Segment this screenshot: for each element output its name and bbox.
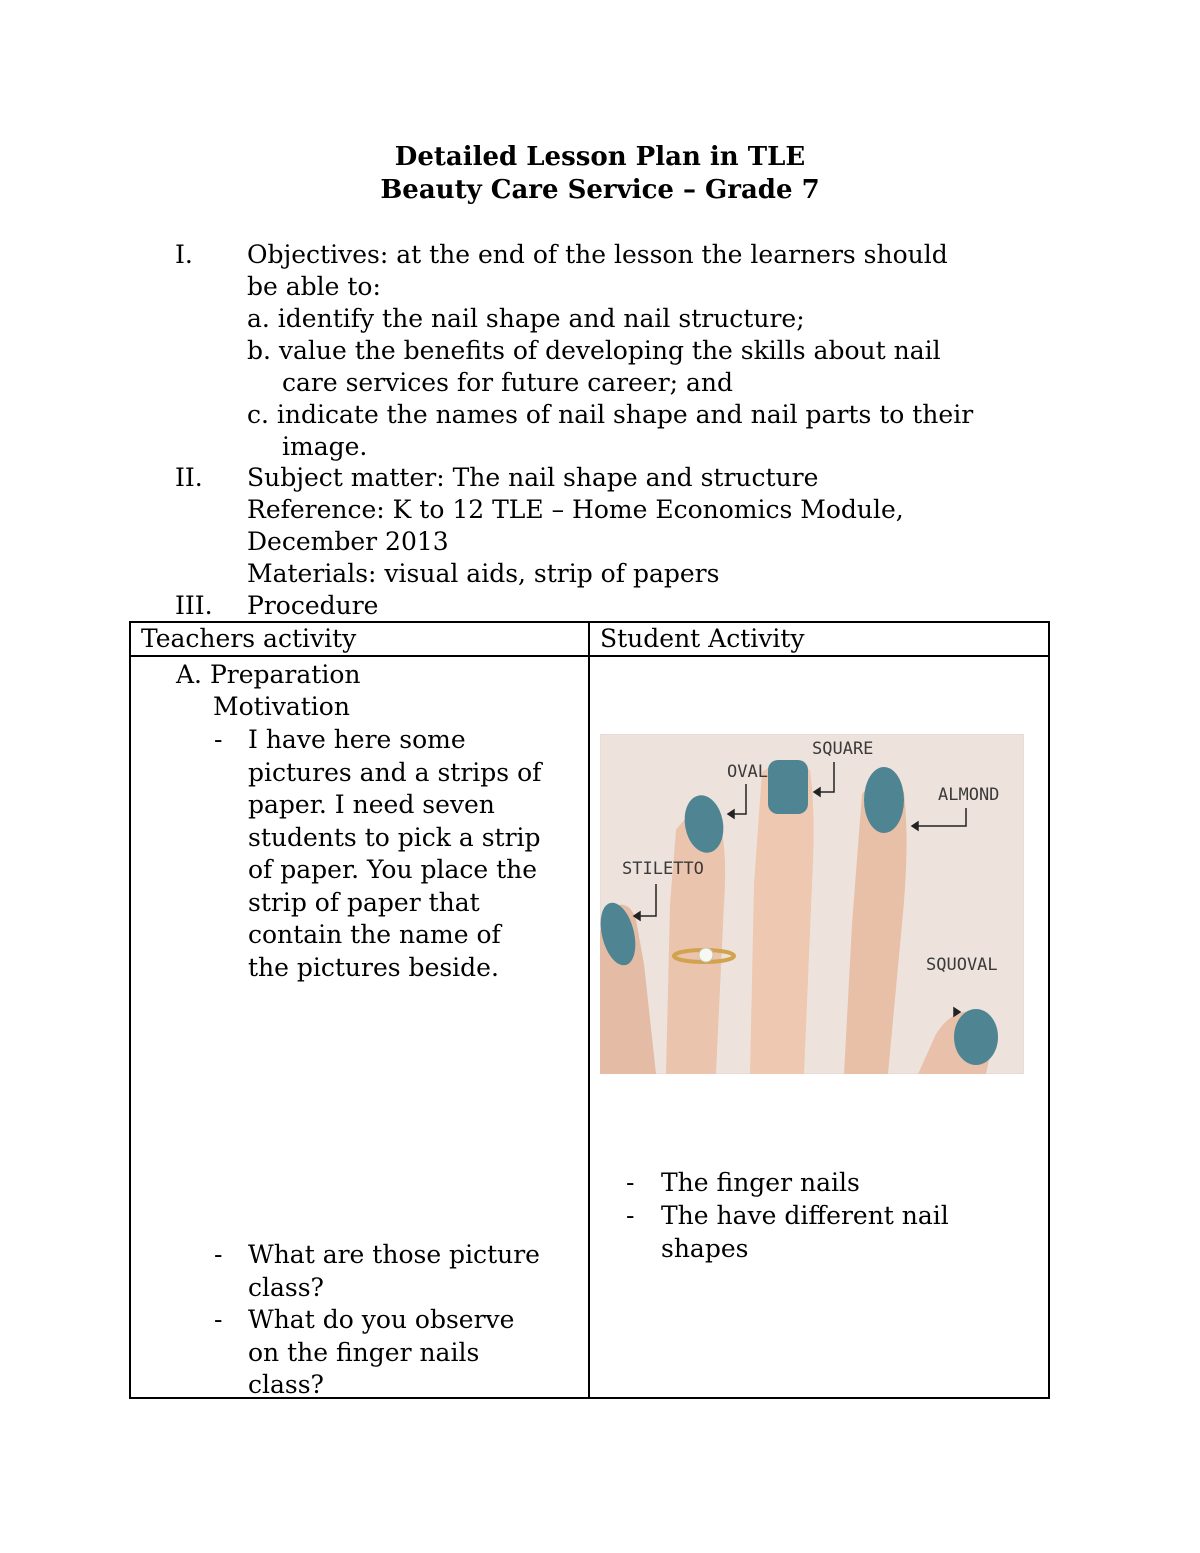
- square-nail: [768, 760, 808, 814]
- header-teachers-activity: Teachers activity: [130, 622, 589, 656]
- objectives-intro-line2: be able to:: [247, 272, 381, 301]
- motivation-line: the pictures beside.: [248, 952, 499, 982]
- answer-finger-nails: The finger nails: [661, 1168, 860, 1197]
- question-line: class?: [248, 1370, 324, 1399]
- nail-shapes-photo: [600, 734, 1024, 1074]
- ring-gem: [699, 948, 713, 962]
- question-line: on the finger nails: [248, 1337, 480, 1367]
- motivation-line: students to pick a strip: [248, 822, 541, 852]
- question-line: What are those picture: [248, 1240, 540, 1269]
- bullet-dash: -: [214, 1240, 223, 1269]
- section-preparation: A. Preparation: [176, 660, 361, 689]
- answer-different-shapes-line2: shapes: [661, 1234, 749, 1263]
- procedure-label: Procedure: [247, 591, 379, 620]
- label-stiletto: STILETTO: [622, 859, 704, 879]
- teacher-activity-cell: [130, 656, 589, 1398]
- materials: Materials: visual aids, strip of papers: [247, 559, 720, 588]
- label-oval: OVAL: [727, 762, 768, 782]
- header-student-activity: Student Activity: [589, 622, 1049, 656]
- objective-a: a. identify the nail shape and nail structure;: [247, 304, 805, 333]
- subject-numeral: II.: [175, 463, 203, 492]
- answer-different-shapes-line1: The have different nail: [661, 1201, 949, 1230]
- page-title: Detailed Lesson Plan in TLE: [394, 142, 806, 172]
- question-line: class?: [248, 1272, 324, 1302]
- motivation-line: strip of paper that: [248, 887, 480, 917]
- label-almond: ALMOND: [938, 785, 1000, 805]
- bullet-dash: -: [214, 1305, 223, 1334]
- label-square: SQUARE: [812, 739, 874, 759]
- objective-b-line2: care services for future career; and: [282, 368, 734, 397]
- objective-c-line1: c. indicate the names of nail shape and nail parts to their: [247, 400, 974, 429]
- student-activity-cell: [589, 656, 1049, 1398]
- squoval-nail: [954, 1009, 998, 1065]
- page-subtitle: Beauty Care Service – Grade 7: [380, 175, 820, 205]
- table-row: [130, 656, 1049, 1398]
- procedure-table: [129, 621, 1050, 1399]
- subsection-motivation: Motivation: [213, 692, 350, 721]
- almond-nail: [864, 767, 904, 833]
- middle-finger: [666, 812, 725, 1074]
- objective-c-line2: image.: [282, 432, 368, 461]
- reference-line2: December 2013: [247, 527, 449, 556]
- reference-line1: Reference: K to 12 TLE – Home Economics Module,: [247, 495, 904, 524]
- motivation-line: contain the name of: [248, 920, 501, 949]
- bullet-dash: -: [626, 1201, 635, 1230]
- motivation-line: of paper. You place the: [248, 855, 538, 884]
- label-squoval: SQUOVAL: [926, 955, 998, 975]
- objectives-intro-line1: Objectives: at the end of the lesson the learners should: [247, 240, 948, 269]
- bullet-dash: -: [626, 1168, 635, 1197]
- table-header-row: [130, 622, 1049, 656]
- subject-matter: Subject matter: The nail shape and structure: [247, 463, 819, 492]
- motivation-line: pictures and a strips of: [248, 757, 542, 787]
- objective-b-line1: b. value the benefits of developing the skills about nail: [247, 336, 941, 365]
- question-line: What do you observe: [248, 1305, 515, 1334]
- motivation-line: paper. I need seven: [248, 790, 495, 819]
- objectives-numeral: I.: [175, 240, 193, 269]
- procedure-numeral: III.: [175, 591, 213, 620]
- motivation-line: I have here some: [248, 725, 466, 754]
- bullet-dash: -: [214, 725, 223, 754]
